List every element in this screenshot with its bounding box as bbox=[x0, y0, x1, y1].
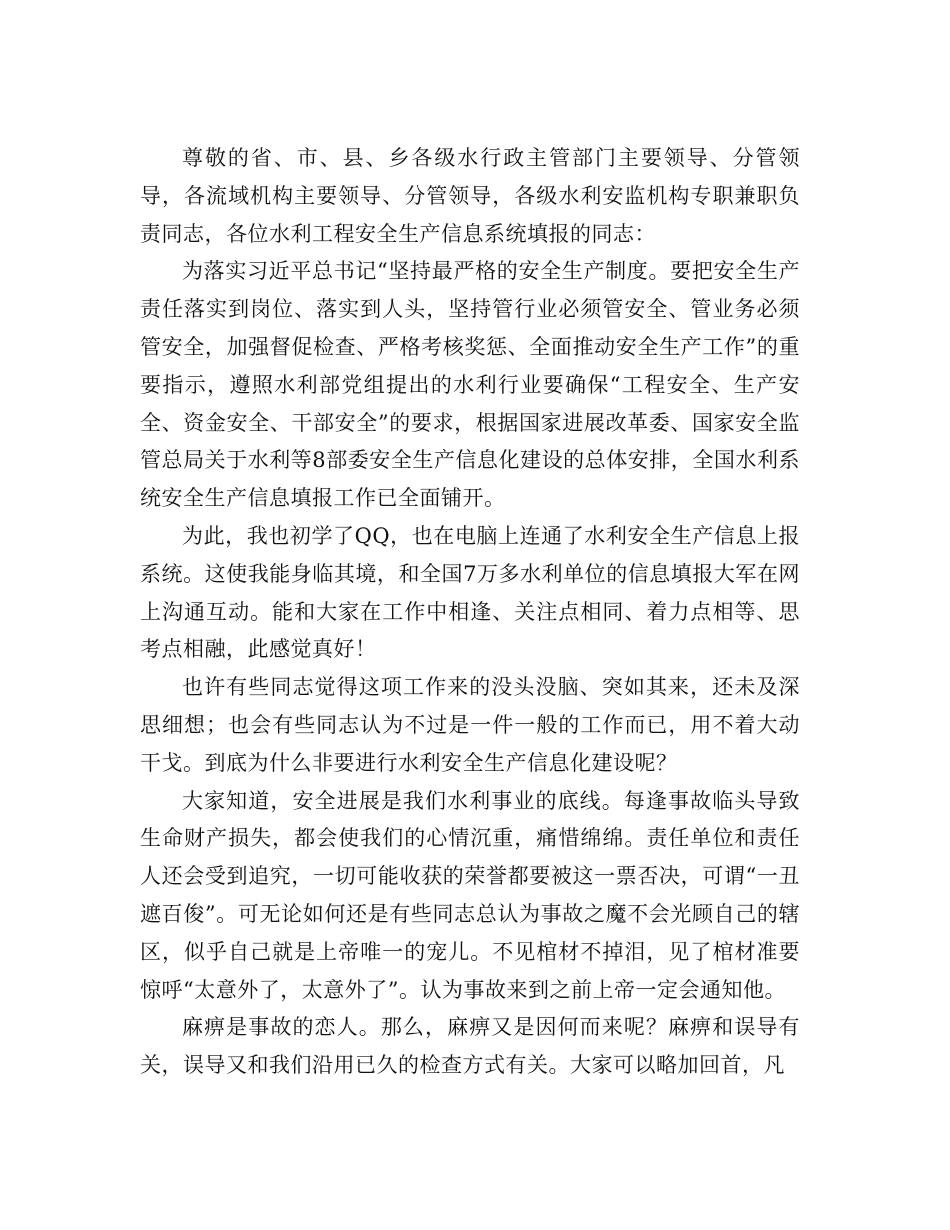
paragraph-question: 也许有些同志觉得这项工作来的没头没脑、突如其来，还未及深思细想；也会有些同志认为不过是一件一般的工作而已，用不着大动干戈。到底为什么非要进行水利安全生产信息化建设呢？ bbox=[140, 675, 800, 775]
paragraph-safety-bottom-line: 大家知道，安全进展是我们水利事业的底线。每逢事故临头导致生命财产损失，都会使我们的心情沉重，痛惜绵绵。责任单位和责任人还会受到追究，一切可能收获的荣誉都要被这一票否决，可谓“一丑遮百俊”。可无论如何还是有些同志总认为事故之魔不会光顾自己的辖区，似乎自己就是上帝唯一的宠儿。不见棺材不掉泪，见了棺材准要惊呼“太意外了，太意外了”。认为事故来到之前上帝一定会通知他。 bbox=[140, 788, 800, 1002]
paragraph-background: 为落实习近平总书记“坚持最严格的安全生产制度。要把安全生产责任落实到岗位、落实到人头，坚持管行业必须管安全、管业务必须管安全，加强督促检查、严格考核奖惩、全面推动安全生产工作”的重要指示，遵照水利部党组提出的水利行业要确保“工程安全、生产安全、资金安全、干部安全”的要求，根据国家进展改革委、国家安全监管总局关于水利等8部委安全生产信息化建设的总体安排，全国水利系统安全生产信息填报工作已全面铺开。 bbox=[140, 259, 800, 511]
paragraph-salutation: 尊敬的省、市、县、乡各级水行政主管部门主要领导、分管领导，各流域机构主要领导、分管领导，各级水利安监机构专职兼职负责同志，各位水利工程安全生产信息系统填报的同志： bbox=[140, 146, 800, 246]
document-body bbox=[140, 140, 800, 1085]
paragraph-paralysis: 麻痹是事故的恋人。那么，麻痹又是因何而来呢？麻痹和误导有关，误导又和我们沿用已久的检查方式有关。大家可以略加回首，凡 bbox=[140, 1015, 800, 1078]
paragraph-personal-experience: 为此，我也初学了QQ，也在电脑上连通了水利安全生产信息上报系统。这使我能身临其境，和全国7万多水利单位的信息填报大军在网上沟通互动。能和大家在工作中相逢、关注点相同、着力点相等、思考点相融，此感觉真好！ bbox=[140, 523, 800, 662]
